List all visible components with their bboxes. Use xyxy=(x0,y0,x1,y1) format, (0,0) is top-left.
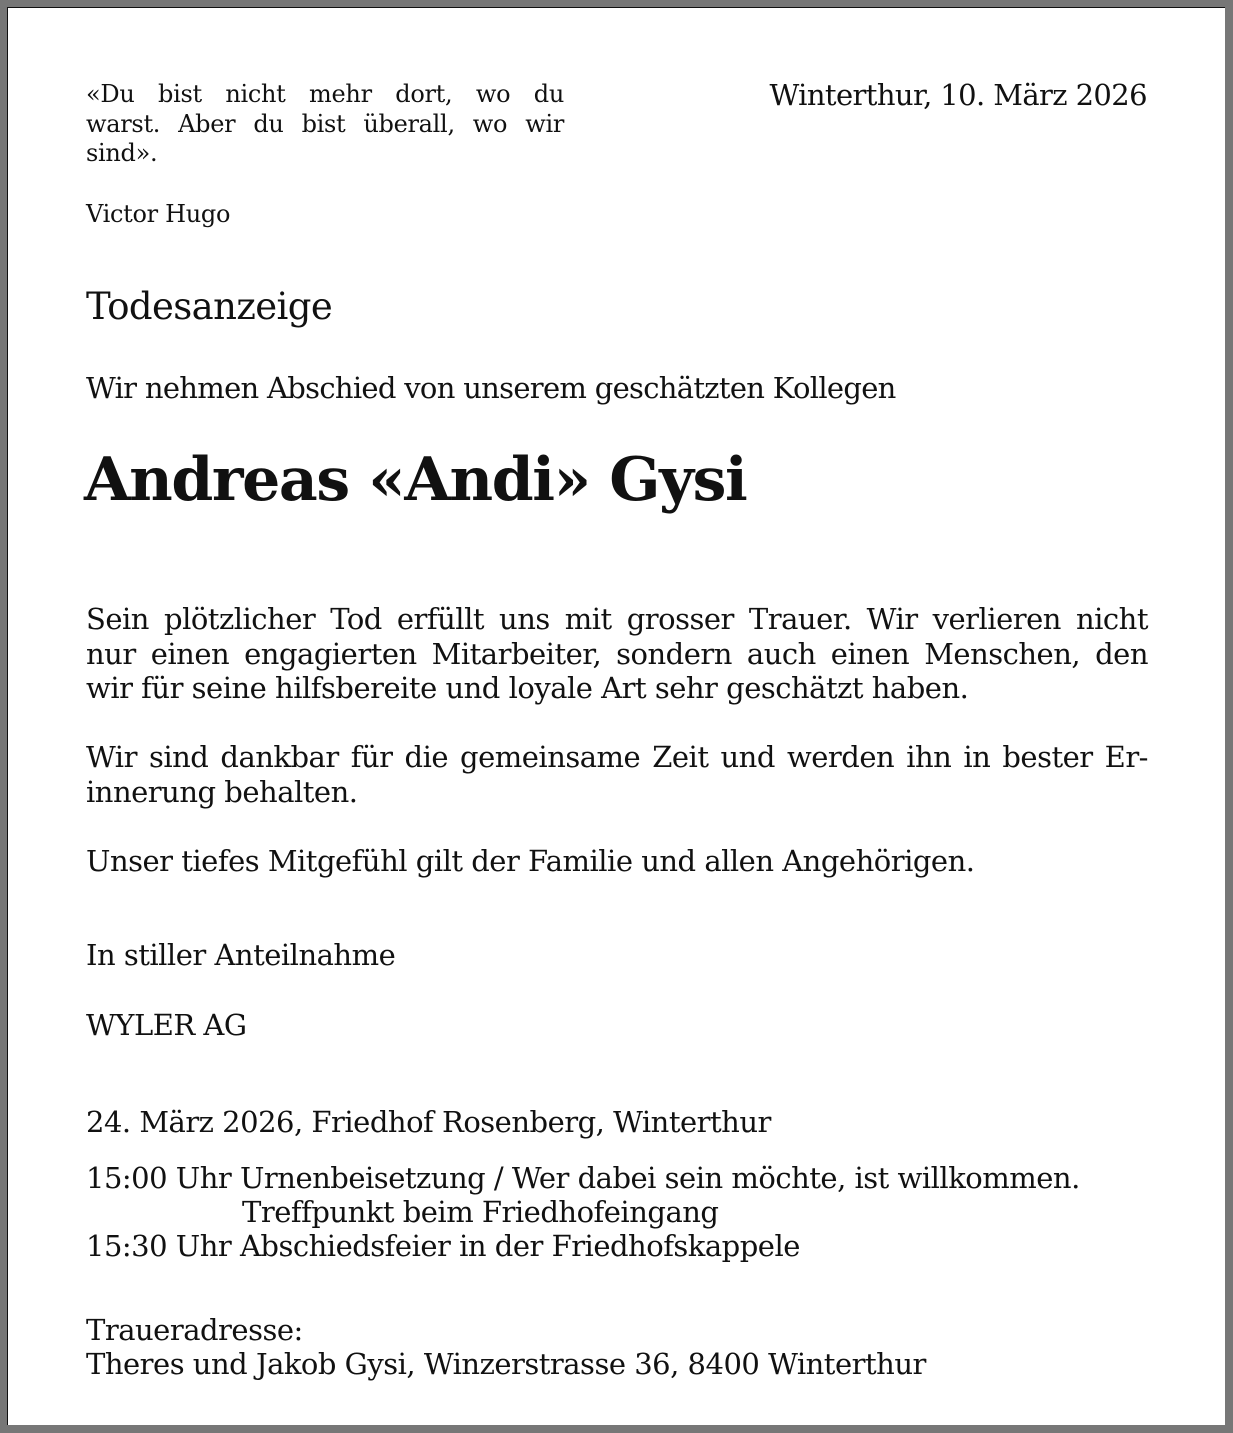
paragraph-line: Unser tiefes Mitgefühl gilt der Familie und allen Angehörigen. xyxy=(86,844,975,878)
paragraph-line: innerung behalten. xyxy=(86,774,358,809)
ceremony-item: 15:30 Uhr Abschiedsfeier in der Friedhofskappele xyxy=(86,1229,800,1263)
closing-phrase: In stiller Anteilnahme xyxy=(86,938,396,972)
quote-line: warst. Aber du bist überall, wo wir xyxy=(86,109,564,138)
deceased-name: Andreas «Andi» Gysi xyxy=(84,445,747,515)
paragraph xyxy=(86,740,1148,809)
place-date: Winterthur, 10. März 2026 xyxy=(769,78,1147,112)
document-page xyxy=(7,7,1225,1425)
ceremony-item: 15:00 Uhr Urnenbeisetzung / Wer dabei sein möchte, ist willkommen. xyxy=(86,1161,1080,1195)
quote-line: «Du bist nicht mehr dort, wo du xyxy=(86,80,564,108)
sender-name: WYLER AG xyxy=(86,1008,247,1042)
intro-line: Wir nehmen Abschied von unserem geschätzten Kollegen xyxy=(86,371,896,405)
paragraph xyxy=(86,844,1148,879)
address-value: Theres und Jakob Gysi, Winzerstrasse 36, 8400 Winterthur xyxy=(86,1347,926,1381)
paragraph-line: wir für seine hilfsbereite und loyale Art sehr geschätzt haben. xyxy=(86,671,969,705)
quote-author: Victor Hugo xyxy=(86,200,231,228)
ceremony-date-place: 24. März 2026, Friedhof Rosenberg, Winterthur xyxy=(86,1105,771,1139)
quote-line: sind». xyxy=(86,139,158,167)
ceremony-item: Treffpunkt beim Friedhofeingang xyxy=(242,1195,719,1229)
address-label: Traueradresse: xyxy=(86,1313,303,1347)
paragraph-line: nur einen engagierten Mitarbeiter, sondern auch einen Menschen, den xyxy=(86,636,1148,671)
notice-title: Todesanzeige xyxy=(86,285,333,328)
paragraph-line: Wir sind dankbar für die gemeinsame Zeit und werden ihn in bester Er- xyxy=(86,740,1148,774)
paragraph-line: Sein plötzlicher Tod erfüllt uns mit grosser Trauer. Wir verlieren nicht xyxy=(86,602,1148,636)
paragraph xyxy=(86,602,1148,706)
epigraph-quote xyxy=(86,80,564,169)
